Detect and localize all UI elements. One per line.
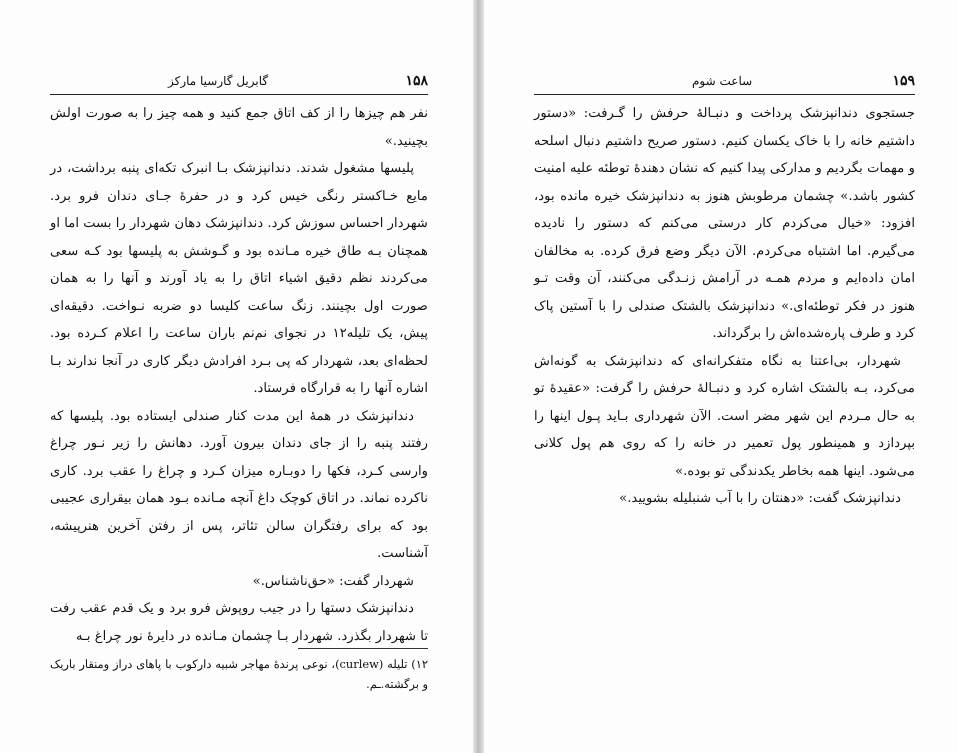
body-text [534,100,915,513]
paragraph: دندانپزشک گفت: «دهنتان را با آب شنبلیله بشویید.» [619,491,901,506]
page-number: ۱۵۸ [405,73,428,89]
page-number: ۱۵۹ [892,73,915,89]
paragraph: دندانپزشک در همهٔ این مدت کنار صندلی ایستاده بود. پلیسها که رفتند پنبه را از جای دندان بیرون آورد. دهانش را زیر نـور چراغ وارسی کـرد، فکها را دوبـاره میزان کـرد و چراغ را عقب برد. کاری ناکرده نماند. در اتاق کوچک داغ آنچه مـانده بـود همان بیقراری عجیبی بود که برای رفتگران سالن تئاتر، پس از رفتن آخرین هنرپیشه، آشناست. [50,408,428,561]
body-text [50,100,428,650]
header-rule [534,94,915,95]
paragraph: پلیسها مشغول شدند. دندانپزشک بـا انبرک تکه‌ای پنبه برداشت، در مایع خـاکستر رنگی خیس کرد و در حفرهٔ جـای دندان فرو برد. شهردار احساس سوزش کرد. دندانپزشک دهان شهردار را بست اما او همچنان بـه طاق خیره مـانده بود و گـوشش به پلیسها بود کـه سعی می‌کردند نظم دقیق اشیاء اتاق را به یاد آورند و آنها را به همان صورت اول بچینند. زنگ ساعت کلیسا دو ضربه نـواخت. دقیقه‌ای پیش، یک تلیله۱۲ در نجوای نم‌نم باران ساعت را اعلام کـرده بود. لحظه‌ای بعد، شهردار که پی بـرد افرادش دیگر کاری در آنجا ندارند بـا اشاره آنها را به قرارگاه فرستاد. [50,161,429,396]
footnote-rule [298,648,428,649]
paragraph: شهردار، بی‌اعتنا به نگاه متفکرانه‌ای که دندانپزشک به گونه‌اش می‌کرد، بـه بالشتک اشاره کرد و دنبـالهٔ حرفش را گرفت: «عقیدهٔ تو به حال مـردم این شهر مضر است. الآن شهرداری بـاید پـول اینها را بپردازد و همینطور پول تعمیر در خانه را که روی هم پول کلانی می‌شود. اینها همه بخاطر یکدندگی تو بوده.» [534,353,915,479]
running-head: ساعت شوم [692,74,753,88]
left-page [0,0,473,753]
paragraph: جستجوی دندانپزشک پرداخت و دنبـالهٔ حرفش را گـرفت: «دستور داشتیم خانه را با خاک یکسان کنیم. دستور صریح داشتیم دنبال اسلحه و مهمات بگردیم و مدارکی پیدا کنیم که نشان دهندهٔ توطئه علیه امنیت کشور باشد.» چشمان مرطوبش هنوز به دندانپزشک خیره مانده بود، افزود: «خیال می‌کردم کار درستی می‌کنم که دستور را نادیده می‌گیرم. اما اشتباه می‌کردم. الآن دیگر وضع فرق کرده. به مخالفان امان داده‌ایم و مردم همـه در آرامش زنـدگی می‌کنند، آن وقت تـو هنوز در فکر توطئه‌ای.» دندانپزشک بالشتک صندلی را با آستین پاک کرد و طرف پاره‌شده‌اش را برگرداند. [534,106,915,341]
right-page-header [534,70,915,92]
footnote: ۱۲) تلیله (curlew)، نوعی پرندهٔ مهاجر شبیه دارکوب با پاهای دراز ومنقار باریک و برگشته.ـم. [50,657,428,691]
running-head: گابریل گارسیا مارکز [168,74,269,88]
right-page [484,0,957,753]
paragraph: نفر هم چیزها را از کف اتاق جمع کنید و همه چیز را به صورت اولش بچینید.» [50,106,428,149]
paragraph: دندانپزشک دستها را در جیب روپوش فرو برد و یک قدم عقب رفت تا شهردار بگذرد. شهردار بـا چشمان مـانده در دایرهٔ نور چراغ بـه [50,601,428,644]
left-page-header [50,70,428,92]
paragraph: شهردار گفت: «حق‌ناشناس.» [252,573,414,589]
header-rule [50,94,428,95]
book-gutter [473,0,484,753]
